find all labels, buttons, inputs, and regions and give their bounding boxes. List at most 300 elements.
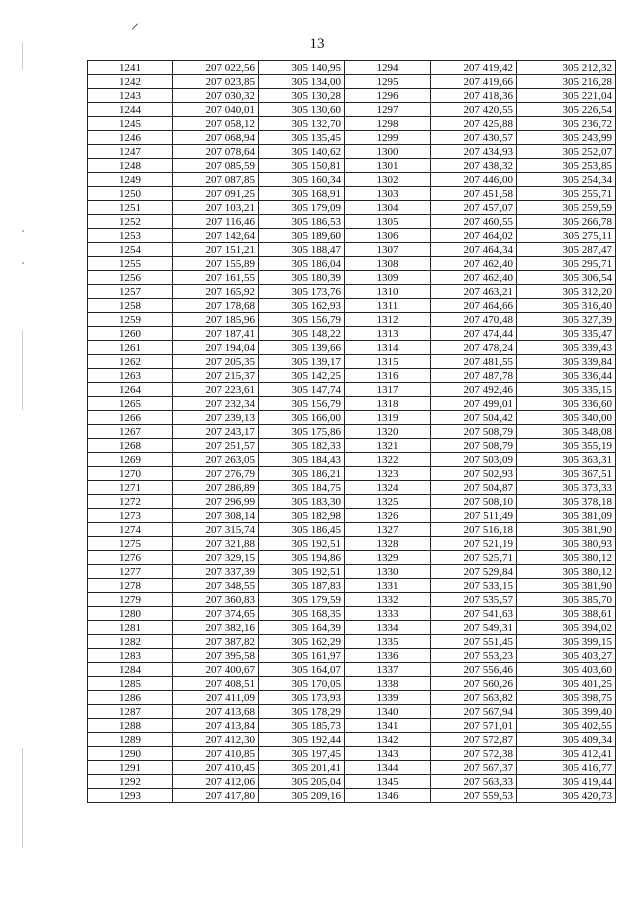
x-coordinate-cell: 207 462,40 [431,271,517,285]
y-coordinate-cell: 305 254,34 [517,173,616,187]
y-coordinate-cell: 305 162,29 [259,635,345,649]
table-row [88,733,616,747]
y-coordinate-cell: 305 166,00 [259,411,345,425]
y-coordinate-cell: 305 186,45 [259,523,345,537]
table-row [88,593,616,607]
point-id-cell: 1247 [88,145,173,159]
x-coordinate-cell: 207 276,79 [173,467,259,481]
point-id-cell: 1345 [345,775,431,789]
y-coordinate-cell: 305 148,22 [259,327,345,341]
point-id-cell: 1252 [88,215,173,229]
point-id-cell: 1270 [88,467,173,481]
y-coordinate-cell: 305 140,95 [259,61,345,75]
x-coordinate-cell: 207 194,04 [173,341,259,355]
table-row [88,145,616,159]
y-coordinate-cell: 305 378,18 [517,495,616,509]
y-coordinate-cell: 305 192,44 [259,733,345,747]
y-coordinate-cell: 305 380,12 [517,565,616,579]
x-coordinate-cell: 207 549,31 [431,621,517,635]
y-coordinate-cell: 305 398,75 [517,691,616,705]
y-coordinate-cell: 305 201,41 [259,761,345,775]
y-coordinate-cell: 305 399,15 [517,635,616,649]
y-coordinate-cell: 305 403,60 [517,663,616,677]
x-coordinate-cell: 207 572,87 [431,733,517,747]
y-coordinate-cell: 305 403,27 [517,649,616,663]
point-id-cell: 1242 [88,75,173,89]
x-coordinate-cell: 207 478,24 [431,341,517,355]
y-coordinate-cell: 305 175,86 [259,425,345,439]
point-id-cell: 1338 [345,677,431,691]
point-id-cell: 1313 [345,327,431,341]
table-row [88,411,616,425]
x-coordinate-cell: 207 434,93 [431,145,517,159]
x-coordinate-cell: 207 243,17 [173,425,259,439]
x-coordinate-cell: 207 521,19 [431,537,517,551]
point-id-cell: 1269 [88,453,173,467]
page-number: 13 [309,36,325,52]
point-id-cell: 1246 [88,131,173,145]
y-coordinate-cell: 305 212,32 [517,61,616,75]
point-id-cell: 1332 [345,593,431,607]
x-coordinate-cell: 207 504,87 [431,481,517,495]
x-coordinate-cell: 207 161,55 [173,271,259,285]
x-coordinate-cell: 207 232,34 [173,397,259,411]
x-coordinate-cell: 207 187,41 [173,327,259,341]
scan-margin-dot [22,262,24,264]
x-coordinate-cell: 207 085,59 [173,159,259,173]
y-coordinate-cell: 305 135,45 [259,131,345,145]
y-coordinate-cell: 305 187,83 [259,579,345,593]
table-row [88,453,616,467]
y-coordinate-cell: 305 134,00 [259,75,345,89]
x-coordinate-cell: 207 308,14 [173,509,259,523]
x-coordinate-cell: 207 215,37 [173,369,259,383]
y-coordinate-cell: 305 186,04 [259,257,345,271]
y-coordinate-cell: 305 409,34 [517,733,616,747]
point-id-cell: 1257 [88,285,173,299]
x-coordinate-cell: 207 413,84 [173,719,259,733]
y-coordinate-cell: 305 420,73 [517,789,616,803]
point-id-cell: 1248 [88,159,173,173]
x-coordinate-cell: 207 395,58 [173,649,259,663]
point-id-cell: 1307 [345,243,431,257]
x-coordinate-cell: 207 315,74 [173,523,259,537]
x-coordinate-cell: 207 337,39 [173,565,259,579]
y-coordinate-cell: 305 381,90 [517,523,616,537]
y-coordinate-cell: 305 363,31 [517,453,616,467]
point-id-cell: 1251 [88,201,173,215]
table-row [88,635,616,649]
y-coordinate-cell: 305 399,40 [517,705,616,719]
x-coordinate-cell: 207 508,79 [431,439,517,453]
y-coordinate-cell: 305 226,54 [517,103,616,117]
point-id-cell: 1273 [88,509,173,523]
x-coordinate-cell: 207 417,80 [173,789,259,803]
table-row [88,341,616,355]
x-coordinate-cell: 207 470,48 [431,313,517,327]
x-coordinate-cell: 207 559,53 [431,789,517,803]
x-coordinate-cell: 207 419,42 [431,61,517,75]
x-coordinate-cell: 207 572,38 [431,747,517,761]
point-id-cell: 1292 [88,775,173,789]
coordinates-table [87,60,616,803]
y-coordinate-cell: 305 335,15 [517,383,616,397]
y-coordinate-cell: 305 216,28 [517,75,616,89]
x-coordinate-cell: 207 251,57 [173,439,259,453]
y-coordinate-cell: 305 416,77 [517,761,616,775]
table-row [88,397,616,411]
point-id-cell: 1311 [345,299,431,313]
point-id-cell: 1295 [345,75,431,89]
y-coordinate-cell: 305 182,98 [259,509,345,523]
point-id-cell: 1281 [88,621,173,635]
x-coordinate-cell: 207 430,57 [431,131,517,145]
x-coordinate-cell: 207 387,82 [173,635,259,649]
x-coordinate-cell: 207 185,96 [173,313,259,327]
x-coordinate-cell: 207 474,44 [431,327,517,341]
point-id-cell: 1296 [345,89,431,103]
table-row [88,663,616,677]
point-id-cell: 1336 [345,649,431,663]
point-id-cell: 1324 [345,481,431,495]
x-coordinate-cell: 207 541,63 [431,607,517,621]
point-id-cell: 1309 [345,271,431,285]
point-id-cell: 1328 [345,537,431,551]
y-coordinate-cell: 305 178,29 [259,705,345,719]
table-row [88,789,616,803]
point-id-cell: 1258 [88,299,173,313]
y-coordinate-cell: 305 253,85 [517,159,616,173]
y-coordinate-cell: 305 339,43 [517,341,616,355]
point-id-cell: 1255 [88,257,173,271]
x-coordinate-cell: 207 464,66 [431,299,517,313]
point-id-cell: 1339 [345,691,431,705]
y-coordinate-cell: 305 142,25 [259,369,345,383]
y-coordinate-cell: 305 259,59 [517,201,616,215]
x-coordinate-cell: 207 155,89 [173,257,259,271]
y-coordinate-cell: 305 164,39 [259,621,345,635]
table-row [88,775,616,789]
x-coordinate-cell: 207 239,13 [173,411,259,425]
table-row [88,565,616,579]
y-coordinate-cell: 305 373,33 [517,481,616,495]
y-coordinate-cell: 305 188,47 [259,243,345,257]
y-coordinate-cell: 305 336,60 [517,397,616,411]
point-id-cell: 1316 [345,369,431,383]
y-coordinate-cell: 305 327,39 [517,313,616,327]
point-id-cell: 1263 [88,369,173,383]
x-coordinate-cell: 207 560,26 [431,677,517,691]
point-id-cell: 1330 [345,565,431,579]
point-id-cell: 1320 [345,425,431,439]
x-coordinate-cell: 207 419,66 [431,75,517,89]
table-row [88,383,616,397]
table-row [88,495,616,509]
x-coordinate-cell: 207 040,01 [173,103,259,117]
x-coordinate-cell: 207 563,82 [431,691,517,705]
point-id-cell: 1342 [345,733,431,747]
x-coordinate-cell: 207 087,85 [173,173,259,187]
x-coordinate-cell: 207 533,15 [431,579,517,593]
point-id-cell: 1310 [345,285,431,299]
y-coordinate-cell: 305 140,62 [259,145,345,159]
x-coordinate-cell: 207 078,64 [173,145,259,159]
y-coordinate-cell: 305 412,41 [517,747,616,761]
point-id-cell: 1286 [88,691,173,705]
point-id-cell: 1288 [88,719,173,733]
x-coordinate-cell: 207 529,84 [431,565,517,579]
point-id-cell: 1243 [88,89,173,103]
table-row [88,131,616,145]
y-coordinate-cell: 305 186,53 [259,215,345,229]
scan-margin-dot [22,230,24,232]
point-id-cell: 1280 [88,607,173,621]
point-id-cell: 1346 [345,789,431,803]
y-coordinate-cell: 305 139,17 [259,355,345,369]
y-coordinate-cell: 305 205,04 [259,775,345,789]
point-id-cell: 1344 [345,761,431,775]
y-coordinate-cell: 305 194,86 [259,551,345,565]
y-coordinate-cell: 305 221,04 [517,89,616,103]
point-id-cell: 1256 [88,271,173,285]
point-id-cell: 1275 [88,537,173,551]
y-coordinate-cell: 305 339,84 [517,355,616,369]
y-coordinate-cell: 305 184,75 [259,481,345,495]
x-coordinate-cell: 207 030,32 [173,89,259,103]
x-coordinate-cell: 207 418,36 [431,89,517,103]
x-coordinate-cell: 207 502,93 [431,467,517,481]
y-coordinate-cell: 305 402,55 [517,719,616,733]
table-row [88,551,616,565]
y-coordinate-cell: 305 173,93 [259,691,345,705]
point-id-cell: 1266 [88,411,173,425]
point-id-cell: 1285 [88,677,173,691]
x-coordinate-cell: 207 223,61 [173,383,259,397]
table-row [88,509,616,523]
x-coordinate-cell: 207 165,92 [173,285,259,299]
x-coordinate-cell: 207 464,02 [431,229,517,243]
x-coordinate-cell: 207 103,21 [173,201,259,215]
x-coordinate-cell: 207 411,09 [173,691,259,705]
table-row [88,173,616,187]
point-id-cell: 1312 [345,313,431,327]
y-coordinate-cell: 305 355,19 [517,439,616,453]
y-coordinate-cell: 305 156,79 [259,397,345,411]
point-id-cell: 1265 [88,397,173,411]
x-coordinate-cell: 207 438,32 [431,159,517,173]
x-coordinate-cell: 207 481,55 [431,355,517,369]
y-coordinate-cell: 305 150,81 [259,159,345,173]
y-coordinate-cell: 305 156,79 [259,313,345,327]
point-id-cell: 1259 [88,313,173,327]
point-id-cell: 1334 [345,621,431,635]
x-coordinate-cell: 207 463,21 [431,285,517,299]
point-id-cell: 1314 [345,341,431,355]
point-id-cell: 1294 [345,61,431,75]
point-id-cell: 1317 [345,383,431,397]
point-id-cell: 1335 [345,635,431,649]
table-row [88,691,616,705]
x-coordinate-cell: 207 022,56 [173,61,259,75]
x-coordinate-cell: 207 348,55 [173,579,259,593]
table-row [88,89,616,103]
table-row [88,467,616,481]
point-id-cell: 1283 [88,649,173,663]
x-coordinate-cell: 207 508,10 [431,495,517,509]
table-row [88,607,616,621]
y-coordinate-cell: 305 419,44 [517,775,616,789]
point-id-cell: 1315 [345,355,431,369]
x-coordinate-cell: 207 446,00 [431,173,517,187]
point-id-cell: 1318 [345,397,431,411]
point-id-cell: 1287 [88,705,173,719]
table-row [88,327,616,341]
point-id-cell: 1253 [88,229,173,243]
point-id-cell: 1321 [345,439,431,453]
point-id-cell: 1343 [345,747,431,761]
y-coordinate-cell: 305 380,93 [517,537,616,551]
point-id-cell: 1245 [88,117,173,131]
y-coordinate-cell: 305 287,47 [517,243,616,257]
x-coordinate-cell: 207 142,64 [173,229,259,243]
y-coordinate-cell: 305 266,78 [517,215,616,229]
x-coordinate-cell: 207 503,09 [431,453,517,467]
x-coordinate-cell: 207 178,68 [173,299,259,313]
point-id-cell: 1262 [88,355,173,369]
x-coordinate-cell: 207 382,16 [173,621,259,635]
point-id-cell: 1272 [88,495,173,509]
y-coordinate-cell: 305 340,00 [517,411,616,425]
table-row [88,159,616,173]
y-coordinate-cell: 305 168,91 [259,187,345,201]
y-coordinate-cell: 305 295,71 [517,257,616,271]
y-coordinate-cell: 305 385,70 [517,593,616,607]
point-id-cell: 1260 [88,327,173,341]
point-id-cell: 1267 [88,425,173,439]
point-id-cell: 1298 [345,117,431,131]
y-coordinate-cell: 305 185,73 [259,719,345,733]
y-coordinate-cell: 305 139,66 [259,341,345,355]
x-coordinate-cell: 207 205,35 [173,355,259,369]
y-coordinate-cell: 305 192,51 [259,565,345,579]
x-coordinate-cell: 207 464,34 [431,243,517,257]
point-id-cell: 1274 [88,523,173,537]
point-id-cell: 1278 [88,579,173,593]
y-coordinate-cell: 305 367,51 [517,467,616,481]
table-row [88,215,616,229]
x-coordinate-cell: 207 487,78 [431,369,517,383]
x-coordinate-cell: 207 451,58 [431,187,517,201]
y-coordinate-cell: 305 170,05 [259,677,345,691]
table-row [88,523,616,537]
y-coordinate-cell: 305 275,11 [517,229,616,243]
point-id-cell: 1249 [88,173,173,187]
point-id-cell: 1268 [88,439,173,453]
x-coordinate-cell: 207 462,40 [431,257,517,271]
table-row [88,369,616,383]
x-coordinate-cell: 207 553,23 [431,649,517,663]
x-coordinate-cell: 207 551,45 [431,635,517,649]
table-row [88,677,616,691]
table-row [88,719,616,733]
x-coordinate-cell: 207 563,33 [431,775,517,789]
x-coordinate-cell: 207 525,71 [431,551,517,565]
table-row [88,299,616,313]
point-id-cell: 1284 [88,663,173,677]
table-row [88,425,616,439]
stray-pen-mark [132,23,138,29]
y-coordinate-cell: 305 173,76 [259,285,345,299]
y-coordinate-cell: 305 394,02 [517,621,616,635]
y-coordinate-cell: 305 335,47 [517,327,616,341]
table-row [88,313,616,327]
point-id-cell: 1290 [88,747,173,761]
point-id-cell: 1250 [88,187,173,201]
y-coordinate-cell: 305 252,07 [517,145,616,159]
x-coordinate-cell: 207 412,30 [173,733,259,747]
point-id-cell: 1276 [88,551,173,565]
x-coordinate-cell: 207 410,85 [173,747,259,761]
y-coordinate-cell: 305 182,33 [259,439,345,453]
y-coordinate-cell: 305 209,16 [259,789,345,803]
point-id-cell: 1300 [345,145,431,159]
y-coordinate-cell: 305 130,28 [259,89,345,103]
y-coordinate-cell: 305 168,35 [259,607,345,621]
scan-margin-line [22,748,23,848]
y-coordinate-cell: 305 162,93 [259,299,345,313]
x-coordinate-cell: 207 492,46 [431,383,517,397]
point-id-cell: 1244 [88,103,173,117]
y-coordinate-cell: 305 186,21 [259,467,345,481]
point-id-cell: 1261 [88,341,173,355]
y-coordinate-cell: 305 316,40 [517,299,616,313]
y-coordinate-cell: 305 183,30 [259,495,345,509]
x-coordinate-cell: 207 535,57 [431,593,517,607]
x-coordinate-cell: 207 567,37 [431,761,517,775]
y-coordinate-cell: 305 348,08 [517,425,616,439]
x-coordinate-cell: 207 091,25 [173,187,259,201]
x-coordinate-cell: 207 567,94 [431,705,517,719]
point-id-cell: 1337 [345,663,431,677]
x-coordinate-cell: 207 511,49 [431,509,517,523]
point-id-cell: 1264 [88,383,173,397]
scan-margin-line [22,330,23,410]
table-row [88,649,616,663]
table-row [88,75,616,89]
x-coordinate-cell: 207 374,65 [173,607,259,621]
y-coordinate-cell: 305 255,71 [517,187,616,201]
table-row [88,229,616,243]
x-coordinate-cell: 207 460,55 [431,215,517,229]
point-id-cell: 1319 [345,411,431,425]
point-id-cell: 1333 [345,607,431,621]
x-coordinate-cell: 207 408,51 [173,677,259,691]
table-row [88,271,616,285]
x-coordinate-cell: 207 420,55 [431,103,517,117]
y-coordinate-cell: 305 336,44 [517,369,616,383]
x-coordinate-cell: 207 400,67 [173,663,259,677]
table-row [88,257,616,271]
table-row [88,201,616,215]
point-id-cell: 1254 [88,243,173,257]
point-id-cell: 1279 [88,593,173,607]
table-row [88,705,616,719]
x-coordinate-cell: 207 058,12 [173,117,259,131]
point-id-cell: 1282 [88,635,173,649]
table-row [88,355,616,369]
point-id-cell: 1271 [88,481,173,495]
x-coordinate-cell: 207 263,05 [173,453,259,467]
